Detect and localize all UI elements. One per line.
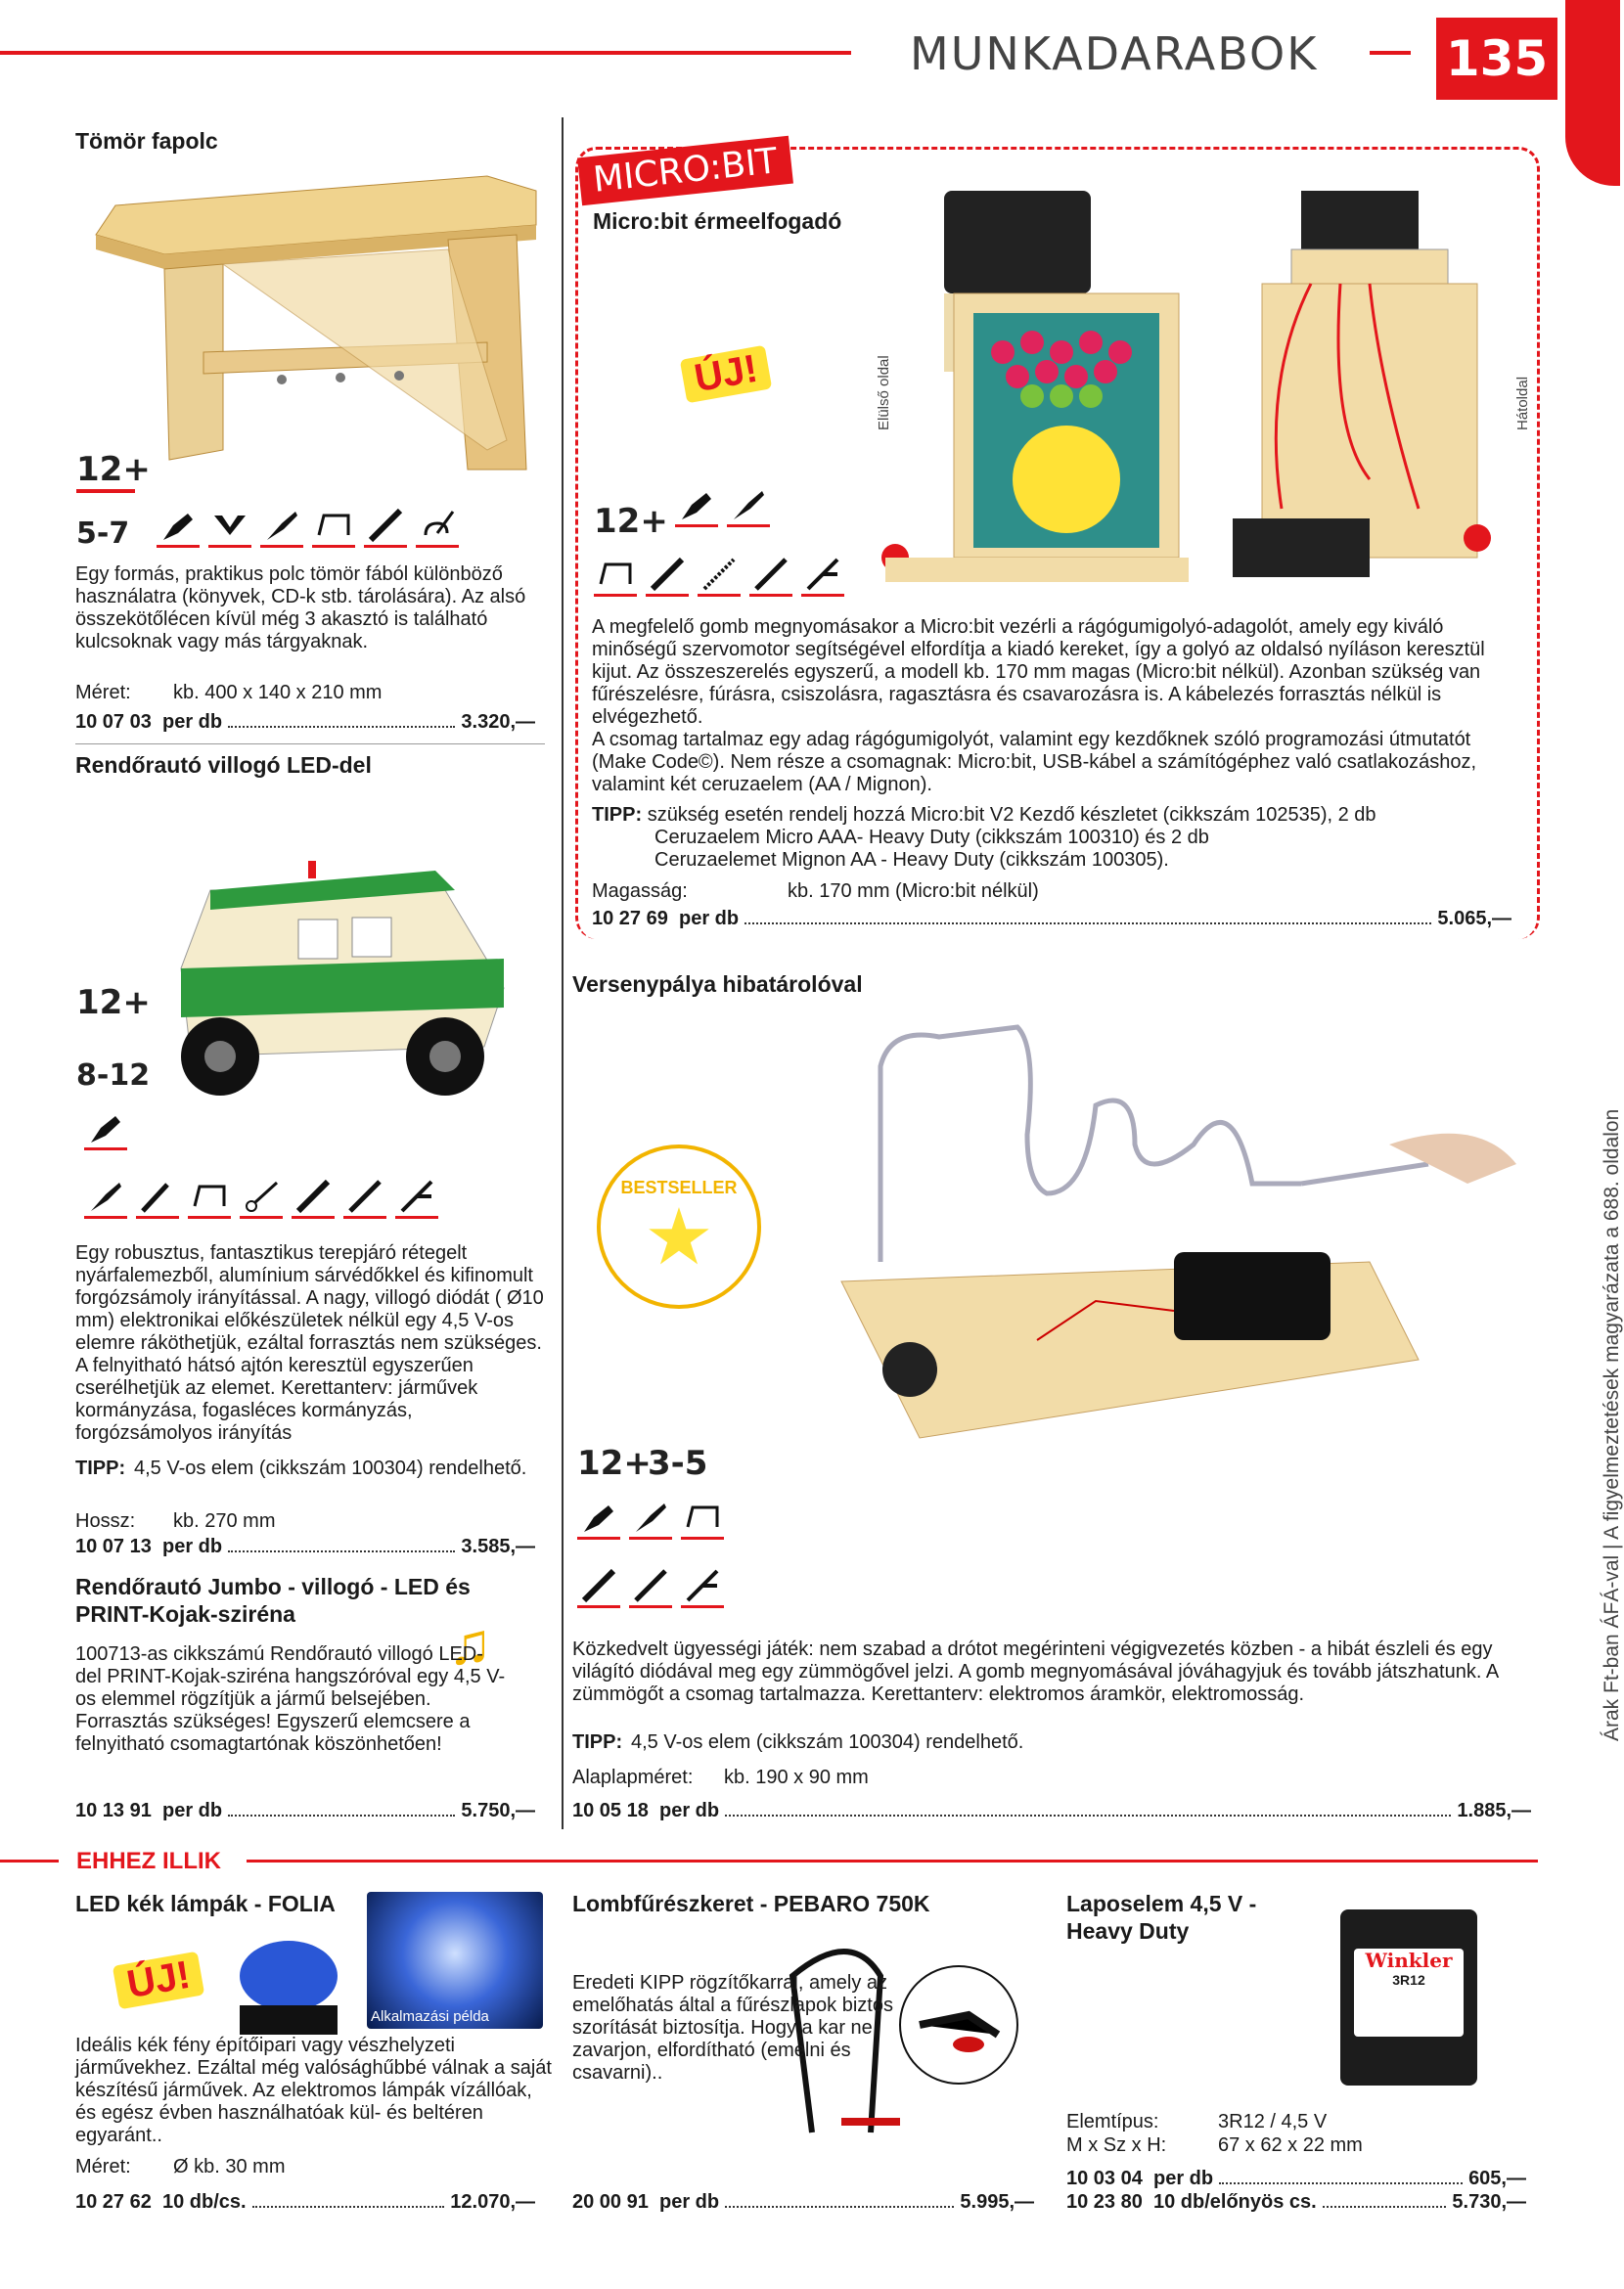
race-price-row [572,1800,1531,1822]
spec-label: Méret: [75,682,131,703]
tool-icons-shelf [157,505,459,548]
tool-icons-race-row2 [577,1565,724,1608]
tip-label: TIPP: [75,1458,126,1479]
article-code: 10 03 04 [1066,2168,1143,2189]
file-icon [577,1565,620,1608]
product-title-race: Versenypálya hibatárolóval [572,971,863,997]
back-label: Hátoldal [1514,376,1531,430]
microbit-description: A megfelelő gomb megnyomásakor a Micro:bit vezérli a rágógumigolyó-adagolót, amely egy kiváló minőségű szervomotor segítségével elfordítja a kiadó kereket, így a golyó az oldalsó nyíláson keresztül kijut. Az összeszerelés egyszerű, a modell kb. 170 mm magas (Micro:bit nélkül). Azonban szükség van fűrészelésre, fúrásra, csiszolásra, ragasztásra és csavarozásra is. A kábelezés forrasztás nélkül is elvégezhető. [592,616,1485,728]
price: 5.065,— [1437,908,1511,929]
product-title-battery: Laposelem 4,5 V - Heavy Duty [1066,1891,1257,1944]
battery-price-row-1 [1066,2168,1526,2190]
spec-label: Magasság: [592,880,688,902]
blue-lamp-image [220,1937,357,2044]
saw-description: Eredeti KIPP rögzítőkarral, amely az emelőhatás által a fűrészlapok biztos szorítását biztosítja. Hogy a kar ne zavarjon, elfordítható (emelni és csavarni).. [572,1972,893,2084]
race-tip [572,1731,1023,1754]
lamp-price-row [75,2191,535,2214]
pliers-icon [681,1565,724,1608]
product-title-police-car: Rendőrautó villogó LED-del [75,752,372,778]
category-title: MUNKADARABOK [910,27,1319,80]
pliers-icon [395,1176,438,1219]
saw-icon [312,505,355,548]
spec-value: kb. 270 mm [173,1510,276,1532]
microbit-price-row [592,908,1511,930]
glue-icon [675,484,718,527]
price: 5.995,— [960,2191,1034,2213]
article-code: 10 05 18 [572,1800,649,1821]
product-title-microbit: Micro:bit érmeelfogadó [593,208,842,234]
battery-label [1354,1949,1464,2037]
shelf-price-row [75,711,535,734]
spec-value: kb. 400 x 140 x 210 mm [173,682,383,703]
example-caption: Alkalmazási példa [371,2008,489,2025]
front-label: Elülső oldal [876,355,892,430]
tool-icons-microbit-row1 [675,484,770,527]
spec-label: M x Sz x H: [1066,2134,1167,2156]
pliers-icon [801,554,844,597]
article-code: 10 07 03 [75,711,152,733]
page-tab-corner [1565,0,1620,186]
file-icon [364,505,407,548]
microbit-badge: MICRO:BIT [577,136,793,205]
file-icon [292,1176,335,1219]
bestseller-badge [597,1144,761,1309]
price: 5.730,— [1452,2191,1526,2213]
separator [75,743,545,744]
unit: per db [161,711,223,733]
race-spec [572,1767,869,1789]
price: 3.585,— [461,1536,535,1557]
lamp-spec [75,2156,285,2178]
spec-value: kb. 170 mm (Micro:bit nélkül) [788,880,1039,902]
music-notes-icon: ♫ [448,1611,492,1677]
scissors-icon [240,1176,283,1219]
battery-spec-type [1066,2111,1327,2133]
saw-icon [188,1176,231,1219]
file-icon [646,554,689,597]
tool-icons-race-row1 [577,1497,724,1540]
unit: per db [1152,2168,1214,2189]
tip-line-1: szükség esetén rendelj hozzá Micro:bit V2 Kezdő készletet (cikkszám 102535), 2 db [647,804,1376,826]
glue-icon [84,1107,127,1150]
unit: per db [161,1800,223,1821]
product-title-jumbo: Rendőrautó Jumbo - villogó - LED és PRINT-Kojak-sziréna [75,1574,471,1627]
police-car-description: Egy robusztus, fantasztikus terepjáró rétegelt nyárfalemezből, alumínium sárvédőkkel és kifinomult forgózsámoly irányítással. A nagy, villogó diódát ( Ø10 mm) elektronikai előkészületek nélkül egy 4,5 V-os elemre ráköthetjük, ezáltal forrasztás nem szükséges. A felnyitható hátsó ajtón keresztül egyszerűen cserélhetjük az elemet. Kerettanterv: járművek kormányzása, fogasléces kormányzás, forgózsámolyos irányítás [75,1242,544,1444]
police-car-spec [75,1510,275,1533]
microbit-front-image [885,186,1208,587]
article-code: 10 27 69 [592,908,668,929]
race-track-image [841,988,1526,1516]
price: 3.320,— [461,711,535,733]
price: 5.750,— [461,1800,535,1821]
spec-value: 3R12 / 4,5 V [1218,2111,1328,2132]
unit: per db [658,2191,720,2213]
price: 12.070,— [450,2191,535,2213]
article-code: 10 07 13 [75,1536,152,1557]
shelf-image [76,157,536,479]
tool-icons-police-car [84,1176,438,1219]
age-underline [76,489,135,493]
ehhez-heading: EHHEZ ILLIK [76,1848,221,1874]
price: 605,— [1468,2168,1526,2189]
lamp-description: Ideális kék fény építőipari vagy vészhelyzeti járművekhez. Ezáltal még valósághűbbé válnak a saját készítésű járművek. Az elektromos lámpák vízállóak, és egész évben használhatóak kül- és beltéren egyaránt.. [75,2035,552,2146]
time-icon: 5-7 [76,516,130,551]
jumbo-description: 100713-as cikkszámú Rendőrautó villogó LED-del PRINT-Kojak-sziréna hangszóróval egy 4,5 V-os elemmel rögzítjük a jármű belsejében. Forrasztás szükséges! Egyszerű elemcsere a felnyitható csomagtartónak köszönhetően! [75,1643,506,1755]
battery-model: 3R12 [1392,1972,1425,1988]
spec-label: Méret: [75,2156,131,2177]
product-title-saw: Lombfűrészkeret - PEBARO 750K [572,1891,930,1916]
unit: per db [678,908,740,929]
ehhez-rule-right [247,1860,1538,1863]
battery-brand: Winkler [1365,1949,1453,1972]
spec-label: Hossz: [75,1510,136,1532]
bestseller-text: BESTSELLER [620,1177,738,1197]
microbit-tip [592,804,1492,872]
sanding-icon [698,554,741,597]
microbit-description-2: A csomag tartalmaz egy adag rágógumigolyót, valamint egy kezdőknek szóló programozási útmutatót (Make Code©). Nem része a csomagnak: Micro:bit, USB-kábel a számítógéphez való csatlakozáshoz, valamint két ceruzaelem (AA / Mignon). [592,729,1477,795]
screwdriver-icon [749,554,792,597]
battery-price-row-2 [1066,2191,1526,2214]
star-icon: ★ [644,1192,714,1280]
solder-icon [136,1176,179,1219]
battery-image [1340,1909,1477,2086]
column-divider [562,117,564,1829]
drill-icon [727,484,770,527]
ehhez-rule-left [0,1860,59,1863]
tip-text: 4,5 V-os elem (cikkszám 100304) rendelhető. [134,1458,527,1479]
drill-icon [629,1497,672,1540]
drill-icon [84,1176,127,1219]
spec-value: 67 x 62 x 22 mm [1218,2134,1363,2156]
unit: per db [658,1800,720,1821]
police-car-price-row [75,1536,535,1558]
tip-text: 4,5 V-os elem (cikkszám 100304) rendelhető. [631,1731,1024,1753]
age-12-icon: 12+ [594,502,668,541]
drill-icon [260,505,303,548]
glue-icon [157,505,200,548]
police-car-image [152,851,543,1144]
saw-icon [681,1497,724,1540]
side-note-text: Árak Ft-ban ÁFÁ-val | A figyelmeztetések magyarázata a 688. oldalon [1601,1108,1623,1741]
time-icon: 8-12 [76,1058,151,1093]
article-code: 10 13 91 [75,1800,152,1821]
race-description: Közkedvelt ügyességi játék: nem szabad a drótot megérinteni végigvezetés közben - a hibát észleli és egy világító diódával meg egy zümmögővel jelzi. A gomb megnyomásával jóváhagyjuk és tovább játszhatunk. A zümmögőt a csomag tartalmazza. Kerettanterv: elektromos áramkör, elektromosság. [572,1638,1499,1705]
price: 1.885,— [1457,1800,1531,1821]
age-12-icon: 12+ [577,1444,652,1483]
age-12-icon: 12+ [76,983,151,1022]
glue-icon [577,1497,620,1540]
tip-line-3: Ceruzaelemet Mignon AA - Heavy Duty (cikkszám 100305). [654,849,1169,871]
spec-label: Alaplapméret: [572,1767,694,1788]
header-rule-left [0,51,851,55]
time-icon: 3-5 [648,1444,708,1483]
tool-icons-microbit-row2 [594,554,844,597]
lamp-example-image [367,1892,543,2029]
product-title-shelf: Tömör fapolc [75,128,218,154]
shelf-spec [75,682,382,704]
spec-value: Ø kb. 30 mm [173,2156,286,2177]
tool-icon-single [84,1107,127,1150]
unit: per db [161,1536,223,1557]
spec-value: kb. 190 x 90 mm [724,1767,869,1788]
screwdriver-icon [343,1176,386,1219]
battery-spec-dims [1066,2134,1363,2157]
microbit-spec [592,880,1039,903]
article-code: 10 27 62 [75,2191,152,2213]
screw-icon [416,505,459,548]
unit: 10 db/cs. [161,2191,247,2213]
tip-line-2: Ceruzaelem Micro AAA- Heavy Duty (cikkszám 100310) és 2 db [654,827,1209,848]
article-code: 20 00 91 [572,2191,649,2213]
article-code: 10 23 80 [1066,2191,1143,2213]
saw-icon [594,554,637,597]
saw-price-row [572,2191,1034,2214]
header-rule-right [1370,51,1411,55]
unit: 10 db/előnyös cs. [1152,2191,1317,2213]
microbit-back-image [1223,186,1507,587]
police-car-tip [75,1458,535,1480]
jumbo-price-row [75,1800,535,1822]
screwdriver-icon [629,1565,672,1608]
page-number-box: 135 [1436,18,1557,100]
new-badge: ÚJ! [113,1952,205,2010]
tip-label: TIPP: [572,1731,623,1753]
sanding-icon [208,505,251,548]
new-badge: ÚJ! [680,345,773,404]
shelf-description: Egy formás, praktikus polc tömör fából különböző használatra (könyvek, CD-k stb. tárolására). Az alsó összekötőlécen kívül még 3 akasztó is található kulcsoknak vagy más tárgyaknak. [75,563,526,652]
spec-label: Elemtípus: [1066,2111,1159,2132]
product-title-lamp: LED kék lámpák - FOLIA [75,1891,336,1916]
age-12-icon: 12+ [76,450,151,489]
tip-label: TIPP: [592,804,643,826]
